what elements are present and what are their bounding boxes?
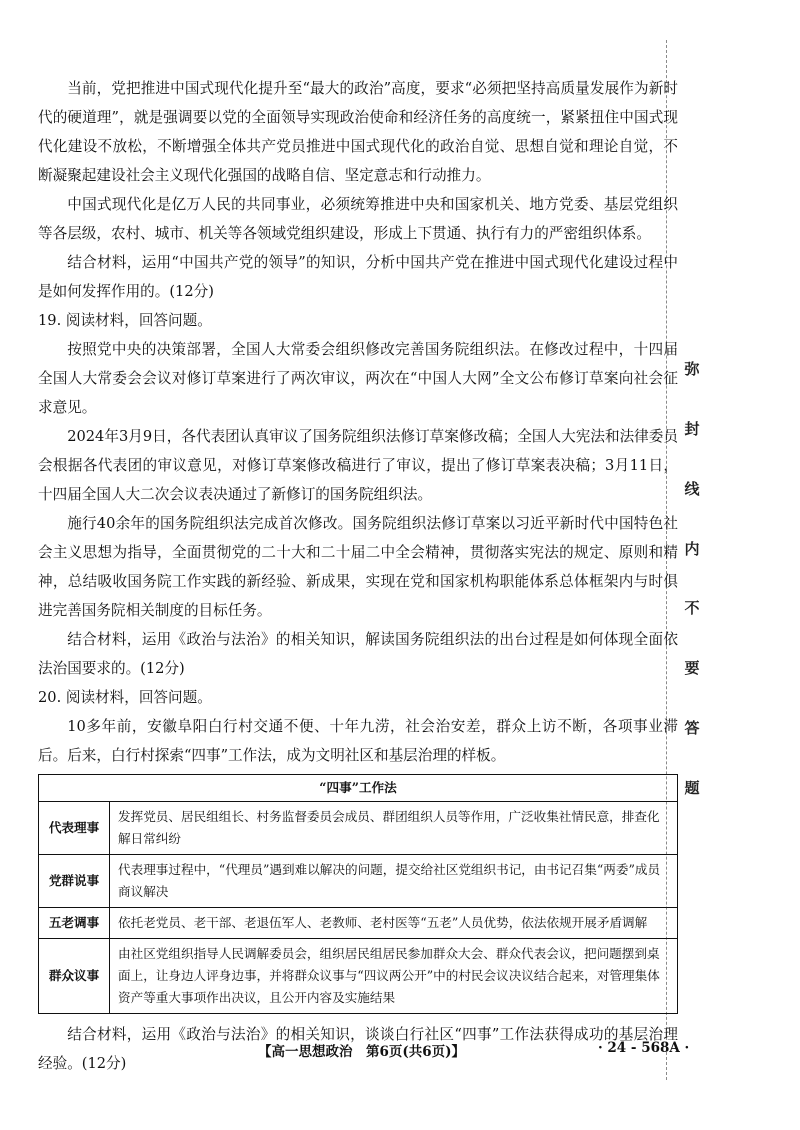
- question-19: [38, 306, 678, 683]
- seal-char: 内: [684, 539, 700, 558]
- page-number-label: 【高一思想政治 第6页(共6页)】: [258, 1044, 466, 1060]
- paragraph: 施行40余年的国务院组织法完成首次修改。国务院组织法修订草案以习近平新时代中国特色社会主义思想为指导，全面贯彻党的二十大和二十届二中全会精神，贯彻落实宪法的规定、原则和精神，总结吸收国务院工作实践的新经验、新成果，实现在党和国家机构职能体系总体框架内与时俱进完善国务院相关制度的目标任务。: [38, 515, 678, 619]
- question-20: [38, 683, 678, 1078]
- question-title: 20. 阅读材料，回答问题。: [38, 689, 212, 706]
- row-key: 五老调事: [39, 908, 110, 939]
- row-key: 党群说事: [39, 855, 110, 908]
- section-18-material: [38, 74, 678, 306]
- row-key: 代表理事: [39, 802, 110, 855]
- seal-char: 要: [684, 659, 700, 678]
- question-prompt: 结合材料，运用《政治与法治》的相关知识，谈谈白行社区“四事”工作法获得成功的基层治理经验。(12分): [38, 1026, 678, 1072]
- table-row: [39, 939, 678, 1014]
- seal-char: 封: [684, 419, 700, 438]
- seal-line-notice: [672, 358, 712, 798]
- row-value: 发挥党员、居民组组长、村务监督委员会成员、群团组织人员等作用，广泛收集社情民意，排查化解日常纠纷: [110, 802, 678, 855]
- row-key: 群众议事: [39, 939, 110, 1014]
- row-value: 代表理事过程中，“代理员”遇到难以解决的问题，提交给社区党组织书记，由书记召集“两委”成员商议解决: [110, 855, 678, 908]
- seal-char: 线: [684, 479, 700, 498]
- table-row: [39, 855, 678, 908]
- paragraph: 中国式现代化是亿万人民的共同事业，必须统筹推进中央和国家机关、地方党委、基层党组织等各层级，农村、城市、机关等各领域党组织建设，形成上下贯通、执行有力的严密组织体系。: [38, 196, 678, 242]
- four-matters-table: [38, 774, 678, 1014]
- question-title: 19. 阅读材料，回答问题。: [38, 312, 212, 329]
- paragraph: 按照党中央的决策部署，全国人大常委会组织修改完善国务院组织法。在修改过程中，十四届全国人大常委会会议对修订草案进行了两次审议，两次在“中国人大网”全文公布修订草案向社会征求意见。: [38, 341, 678, 416]
- content-column: [38, 74, 678, 1078]
- paragraph: 10多年前，安徽阜阳白行村交通不便、十年九涝，社会治安差，群众上访不断，各项事业滞后。后来，白行村探索“四事”工作法，成为文明社区和基层治理的样板。: [38, 718, 678, 764]
- seal-char: 弥: [684, 360, 700, 378]
- question-prompt: 结合材料，运用“中国共产党的领导”的知识，分析中国共产党在推进中国式现代化建设过程中是如何发挥作用的。(12分): [38, 254, 678, 300]
- table-caption: “四事”工作法: [39, 775, 678, 802]
- seal-char: 题: [684, 778, 700, 797]
- table-row: [39, 908, 678, 939]
- seal-char: 答: [684, 719, 700, 738]
- question-prompt: 结合材料，运用《政治与法治》的相关知识，解读国务院组织法的出台过程是如何体现全面依法治国要求的。(12分): [38, 631, 678, 677]
- paragraph: 2024年3月9日，各代表团认真审议了国务院组织法修订草案修改稿；全国人大宪法和法律委员会根据各代表团的审议意见，对修订草案修改稿进行了审议，提出了修订草案表决稿；3月11日，十四届全国人大二次会议表决通过了新修订的国务院组织法。: [38, 428, 678, 503]
- row-value: 由社区党组织指导人民调解委员会，组织居民组居民参加群众大会、群众代表会议，把问题摆到桌面上，让身边人评身边事，并将群众议事与“四议两公开”中的村民会议决议结合起来，对管理集体资产等重大事项作出决议，且公开内容及实施结果: [110, 939, 678, 1014]
- exam-code: · 24 - 568A ·: [598, 1040, 690, 1056]
- paragraph: 当前，党把推进中国式现代化提升至“最大的政治”高度，要求“必须把坚持高质量发展作为新时代的硬道理”，就是强调要以党的全面领导实现政治使命和经济任务的高度统一，紧紧扭住中国式现代化建设不放松，不断增强全体共产党员推进中国式现代化的政治自觉、思想自觉和理论自觉，不断凝聚起建设社会主义现代化强国的战略自信、坚定意志和行动推力。: [38, 80, 678, 184]
- seal-char: 不: [684, 599, 700, 618]
- page-footer: [0, 1040, 800, 1064]
- row-value: 依托老党员、老干部、老退伍军人、老教师、老村医等“五老”人员优势，依法依规开展矛盾调解: [110, 908, 678, 939]
- table-row: [39, 802, 678, 855]
